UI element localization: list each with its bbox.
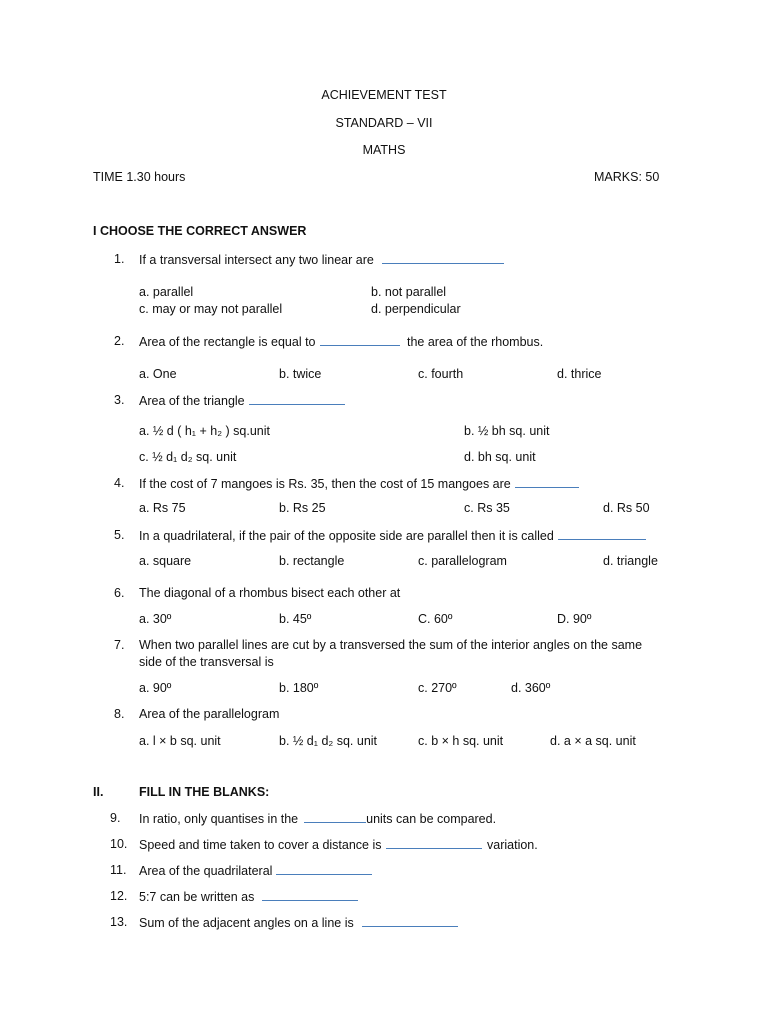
option: b. ½ d₁ d₂ sq. unit [279,734,378,748]
option: c. ½ d₁ d₂ sq. unit [139,450,237,464]
question-number: 12. [110,889,128,903]
question-text: Area of the triangle [139,393,345,408]
question-number: 11. [110,863,127,877]
option: b. twice [279,367,322,381]
option: b. ½ bh sq. unit [464,424,550,438]
question-number: 8. [114,707,125,721]
standard-label: STANDARD – VII [335,116,433,130]
option: d. a × a sq. unit [550,734,636,748]
option: a. Rs 75 [139,501,186,515]
option: D. 90º [557,612,592,626]
question-text-continued: side of the transversal is [139,655,274,669]
option: C. 60º [418,612,453,626]
question-text: 5:7 can be written as [139,889,358,904]
question-text: If a transversal intersect any two linear are [139,252,504,267]
option: a. ½ d ( h₁ + h₂ ) sq.unit [139,424,271,438]
question-text: When two parallel lines are cut by a transversed the sum of the interior angles on the same [139,638,643,652]
option: d. bh sq. unit [464,450,536,464]
option: d. 360º [511,681,551,695]
question-number: 6. [114,586,125,600]
question-text: In a quadrilateral, if the pair of the opposite side are parallel then it is called [139,528,646,543]
question-text: If the cost of 7 mangoes is Rs. 35, then the cost of 15 mangoes are [139,476,579,491]
option: a. 90º [139,681,172,695]
answer-blank[interactable] [262,889,358,901]
question-text: Speed and time taken to cover a distance is variation. [139,838,538,852]
option: b. 45º [279,612,312,626]
option: d. Rs 50 [603,501,650,515]
answer-blank[interactable] [362,915,458,927]
option: d. thrice [557,367,602,381]
question-text: The diagonal of a rhombus bisect each other at [139,586,401,600]
section1-heading: I CHOOSE THE CORRECT ANSWER [93,224,307,238]
option: c. Rs 35 [464,501,510,515]
marks-label: MARKS: 50 [594,170,660,184]
section2-number: II. [93,785,104,799]
option: c. b × h sq. unit [418,734,504,748]
time-label: TIME 1.30 hours [93,170,186,184]
question-text: In ratio, only quantises in the units can be compared. [139,812,497,826]
question-number: 13. [110,915,128,929]
option: b. not parallel [371,285,447,299]
question-text: Sum of the adjacent angles on a line is [139,915,458,930]
option: b. 180º [279,681,319,695]
option: b. Rs 25 [279,501,326,515]
question-number: 7. [114,638,125,652]
question-number: 1. [114,252,125,266]
option: a. One [139,367,177,381]
option: a. square [139,554,192,568]
question-text: Area of the rectangle is equal to the area of the rhombus. [139,335,544,349]
option: d. triangle [603,554,658,568]
option: a. parallel [139,285,194,299]
option: c. fourth [418,367,464,381]
question-number: 2. [114,334,125,348]
question-number: 4. [114,476,125,490]
option: a. 30º [139,612,172,626]
answer-blank[interactable] [249,393,345,405]
test-title: ACHIEVEMENT TEST [321,88,447,102]
answer-blank[interactable] [320,334,400,346]
section2-heading: FILL IN THE BLANKS: [139,785,270,799]
answer-blank[interactable] [515,476,579,488]
question-number: 9. [110,811,121,825]
option: c. 270º [418,681,457,695]
option: d. perpendicular [371,302,461,316]
answer-blank[interactable] [386,837,482,849]
answer-blank[interactable] [382,252,504,264]
answer-blank[interactable] [558,528,646,540]
option: a. l × b sq. unit [139,734,221,748]
option: c. may or may not parallel [139,302,283,316]
option: b. rectangle [279,554,345,568]
subject-label: MATHS [362,143,406,157]
question-text: Area of the parallelogram [139,707,280,721]
question-number: 10. [110,837,128,851]
question-number: 5. [114,528,125,542]
question-number: 3. [114,393,125,407]
answer-blank[interactable] [276,863,372,875]
answer-blank[interactable] [304,811,366,823]
question-text: Area of the quadrilateral [139,863,372,878]
option: c. parallelogram [418,554,507,568]
